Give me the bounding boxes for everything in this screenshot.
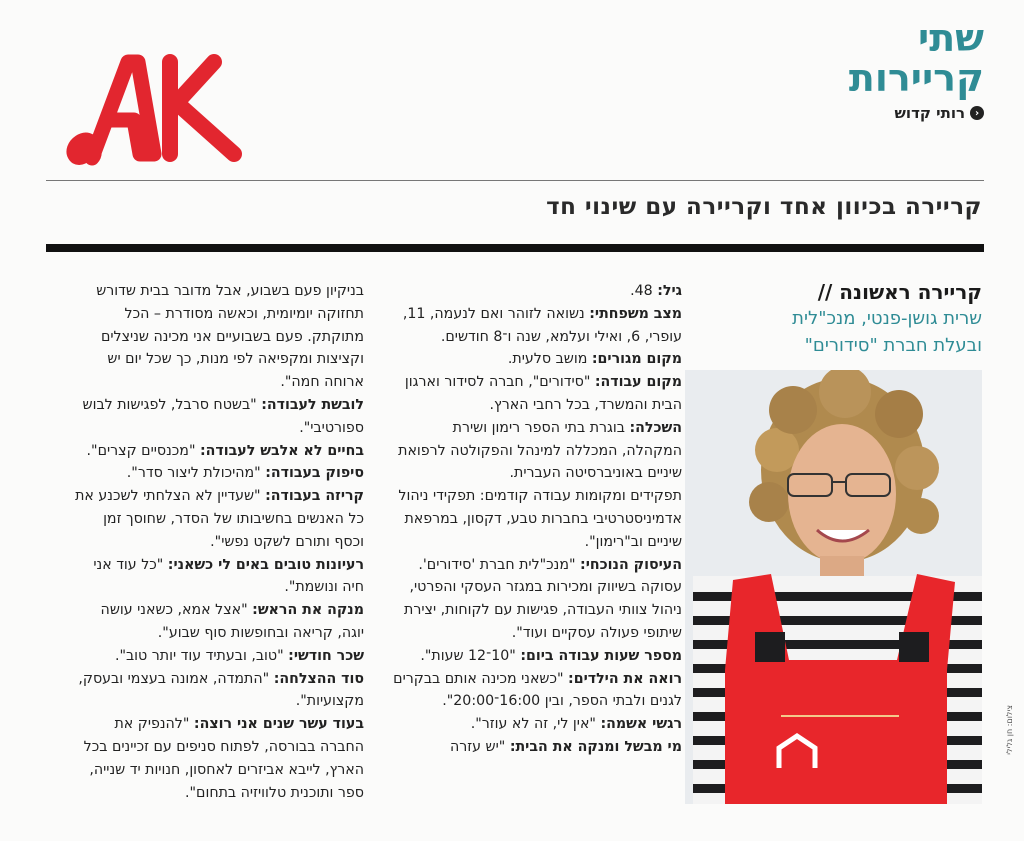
field-text: "סידורים", חברה לסידור וארגון הבית והמשרד, בכל רחבי הארץ. (404, 374, 682, 413)
field-label: קריזה בעבודה: (265, 488, 364, 505)
paragraph (74, 713, 364, 804)
field-label: בחיים לא אלבש לעבודה: (199, 442, 364, 459)
middle-text-column (392, 280, 682, 759)
field-text: "כשאני מכינה אותם בבקרים לגנים ולבתי הספר, ובין 16:00־20:00". (393, 670, 682, 710)
field-label: סוד ההצלחה: (273, 670, 364, 687)
portrait-face (788, 424, 896, 564)
portrait-illustration (685, 370, 982, 804)
paragraph (392, 303, 682, 349)
chevron-left-icon: ‹ (970, 106, 984, 120)
paragraph (392, 348, 682, 371)
field-text: 48. (630, 283, 658, 299)
field-text: תפקידים ומקומות עבודה קודמים: תפקידי ניהול אדמיניסטרטיבי בחברות טבע, דקסון, במרפאת שיניים וב"רימון". (398, 488, 682, 550)
paragraph (74, 599, 364, 645)
field-text: "כל עוד אני חיה ונושמת". (93, 556, 364, 596)
paragraph (74, 440, 364, 463)
paragraph (74, 280, 364, 394)
field-text: "להנפיק את החברה בבורסה, לפתוח סניפים עם זכיינים בכל הארץ, לייבא אביזרים לאחסון, חנויות יד שנייה, ספר ותוכנית טלוויזיה בתחום". (83, 716, 364, 801)
field-text: "שעדיין לא הצלחתי לשכנע את כל האנשים בחשיבותו של הסדר, שחוסך זמן וכסף ותורם לשקט נפשי". (75, 488, 364, 550)
field-text: "אין לי, זה לא עוזר". (470, 716, 601, 733)
field-text: נשואה לזוהר ואם לנעמה, 11, עופרי, 6, ואילי ועלמא, שנה ו־8 חודשים. (402, 305, 682, 345)
portrait-photo (685, 370, 982, 804)
photo-credit: צילום: חן גלילי (1005, 705, 1014, 755)
paragraph (74, 485, 364, 553)
headline-divider (46, 244, 984, 252)
paragraph (392, 371, 682, 417)
paragraph (392, 645, 682, 668)
paragraph (392, 736, 682, 759)
field-label: בעוד עשר שנים אני רוצה: (193, 716, 364, 733)
field-text: "בשטח סרבל, לפגישות לבוש ספורטיבי". (82, 396, 364, 436)
field-label: מקום עבודה: (594, 374, 682, 391)
header-divider (46, 180, 984, 181)
field-label: מי מבשל ומנקה את הבית: (509, 738, 682, 755)
section-title-line1: שתי (918, 16, 984, 60)
field-text: בניקיון פעם בשבוע, אבל מדובר בבית שדורש תחזוקה יומיומית, וכאשה מסודרת – הכל מתוקתק. פעם בשבועיים אני מכינה שניצלים וקציצות ומקפיאה לפי מנות, כך שכל יום יש ארוחה חמה". (96, 283, 364, 391)
field-label: לובשת לעבודה: (261, 396, 364, 413)
field-label: רעיונות טובים באים לי כשאני: (167, 556, 364, 573)
field-label: רואה את הילדים: (568, 670, 682, 687)
byline (895, 104, 984, 122)
field-text: בוגרת בתי הספר רימון ושירת המקהלה, המכללה למינהל והפקולטה לרפואת שיניים באוניברסיטה העברית. (398, 419, 682, 482)
field-text: "מהיכולת ליצור סדר". (126, 465, 266, 482)
paragraph (392, 713, 682, 736)
field-text: "יש עזרה (449, 738, 510, 755)
paragraph (392, 485, 682, 553)
field-label: רגשי אשמה: (600, 716, 682, 733)
section-title (849, 18, 984, 98)
paragraph (74, 554, 364, 600)
logo-letter-k (170, 62, 234, 154)
paragraph (74, 462, 364, 485)
paragraph (392, 417, 682, 485)
field-label: גיל: (657, 283, 682, 299)
intro-kicker: קריירה ראשונה // (817, 280, 982, 304)
intro-name-line1: שרית גושן-פנטי, מנכ"לית (792, 308, 982, 329)
field-label: שכר חודשי: (288, 647, 364, 664)
paragraph (392, 554, 682, 645)
section-title-line2: קריירות (848, 56, 984, 100)
intro-block (722, 280, 982, 358)
field-text: מושב סלעית. (507, 351, 592, 368)
left-text-column (74, 280, 364, 804)
field-label: מנקה את הראש: (252, 602, 364, 619)
field-text: "מכנסיים קצרים". (86, 442, 200, 459)
field-text: "טוב, ובעתיד עוד יותר טוב". (114, 647, 289, 664)
field-label: מקום מגורים: (591, 351, 682, 368)
field-label: מספר שעות עבודה ביום: (520, 647, 682, 664)
field-label: העיסוק הנוכחי: (580, 556, 682, 573)
field-label: השכלה: (629, 419, 682, 436)
paragraph (74, 668, 364, 714)
paragraph (74, 645, 364, 668)
paragraph (392, 668, 682, 714)
intro-name-line2: ובעלת חברת "סידורים" (804, 335, 982, 356)
field-text: "אצל אמא, כשאני עושה יוגה, קריאה ובחופשות סוף שבוע". (100, 602, 364, 641)
headline: קריירה בכיוון אחד וקריירה עם שינוי חד (546, 194, 982, 220)
field-label: סיפוק בעבודה: (265, 465, 364, 482)
field-text: "התמדה, אמונה בעצמי ובעסק, מקצועיות". (78, 670, 364, 710)
paragraph (74, 394, 364, 440)
logo-letter-a (74, 62, 154, 158)
field-text: "10־12 שעות". (420, 647, 521, 664)
paragraph (392, 280, 682, 303)
field-label: מצב משפחתי: (589, 305, 682, 322)
magazine-logo (66, 42, 246, 177)
field-text: "מנכ"לית חברת 'סידורים'. עסוקה בשיווק ומכירות במגזר העסקי והפרטי, ניהול צוותי העבודה, פגישות עם לקוחות, יצירת שיתופי פעולה עסקיים ועוד". (404, 556, 682, 641)
byline-author: רותי קדוש (894, 104, 965, 122)
